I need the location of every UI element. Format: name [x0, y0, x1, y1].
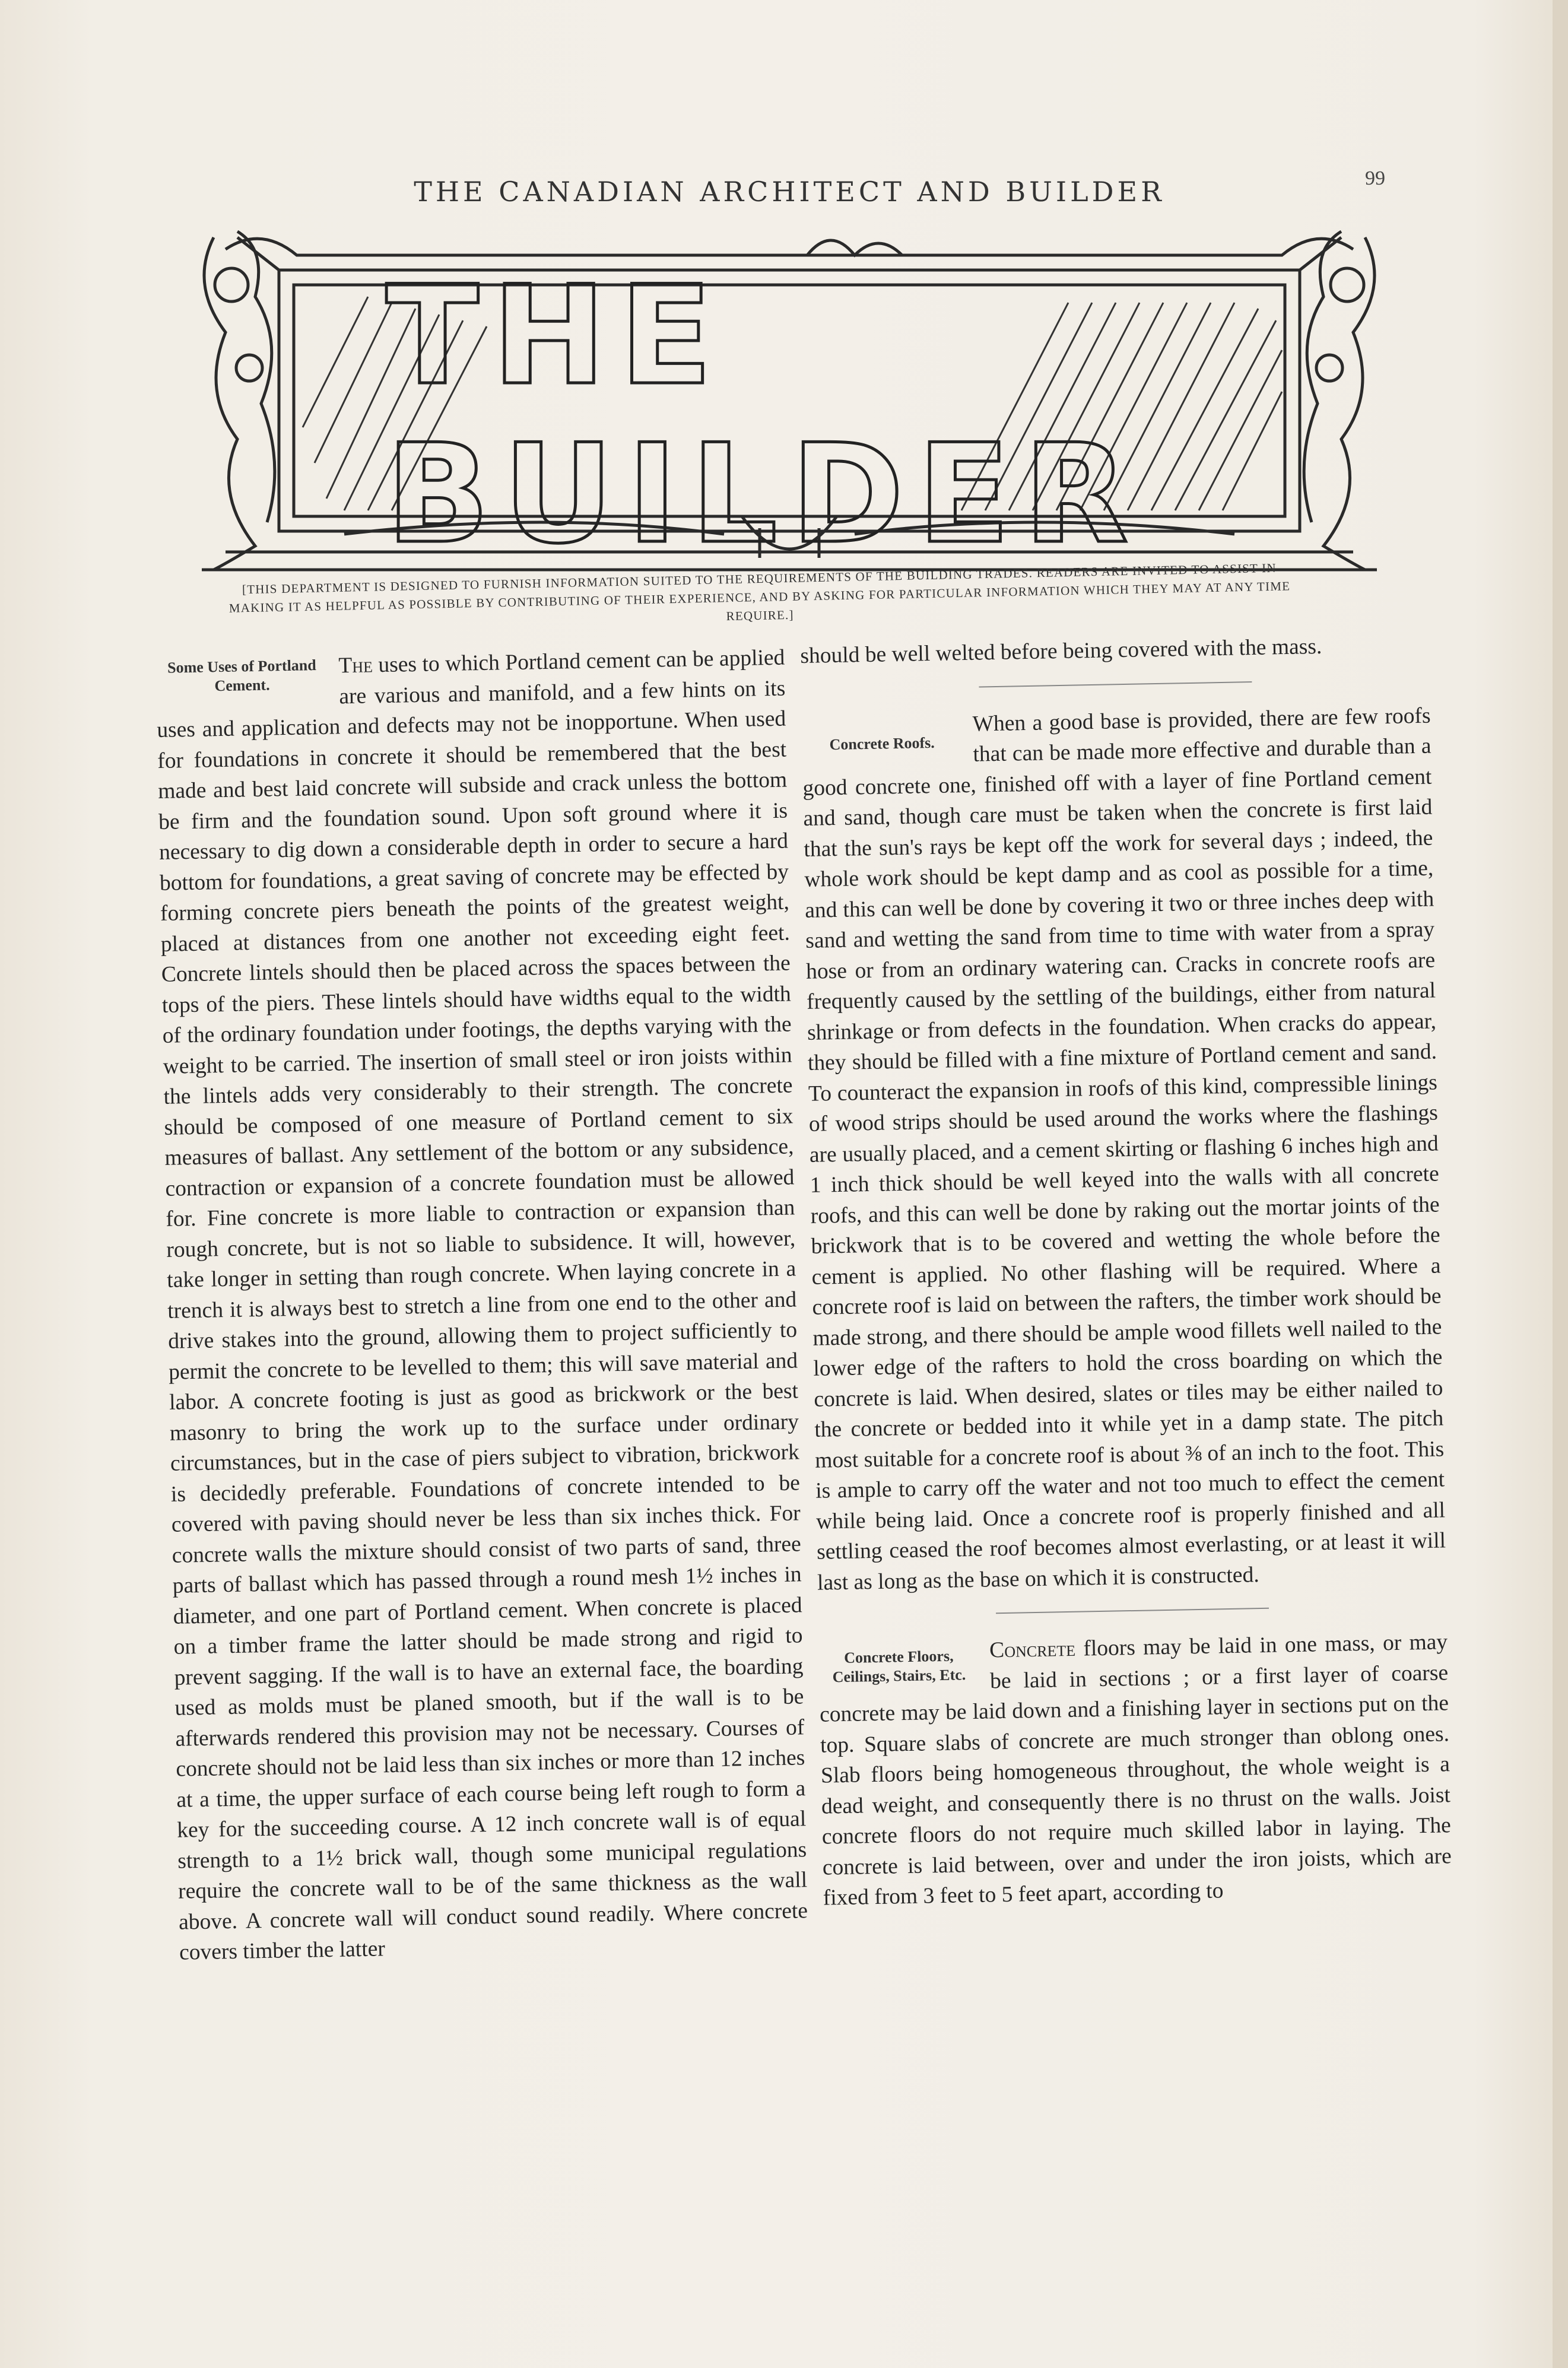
department-notice: [THIS DEPARTMENT IS DESIGNED TO FURNISH INFORMATION SUITED TO THE REQUIREMENTS OF THE BUILDING TRADES. READERS ARE INVITED TO ASSIST IN MAKING IT AS HELPFUL AS POSSIBLE BY CONTRIBUTING OF THEIR EXPERIENCE, AND BY ASKING FOR PARTICULAR INFORMATION WHICH THEY MAY AT ANY TIME REQUIRE.]	[228, 560, 1291, 624]
portland-lead-word: The	[338, 653, 373, 678]
running-head: THE CANADIAN ARCHITECT AND BUILDER	[414, 176, 1165, 208]
banner-title: THE BUILDER	[386, 257, 1142, 574]
column-right	[800, 630, 1452, 1914]
floors-lead-word: Concrete	[989, 1636, 1076, 1663]
banner-illustration	[190, 214, 1389, 593]
side-heading-roofs: Concrete Roofs.	[829, 734, 935, 753]
page-number: 99	[1365, 167, 1385, 189]
section-divider	[996, 1608, 1269, 1614]
page-edge	[1553, 0, 1568, 2368]
floors-text: floors may be laid in one mass, or may be laid in sections ; or a first layer of coarse concrete may be laid down and a finishing layer in sections put on the top. Square slabs of concrete are much stronger than oblong ones. Slab floors being homogeneous throughout, the whole weight is a dead weight, and consequently there is no thrust on the walls. Joist concrete floors do not require much skilled labor in laying. The concrete is laid between, over and under the iron joists, which are fixed from 3 feet to 5 feet apart, according to	[819, 1630, 1452, 1910]
side-heading-floors: Concrete Floors, Ceilings, Stairs, Etc.	[832, 1647, 966, 1686]
side-heading-portland: Some Uses of Portland Cement.	[167, 656, 316, 695]
portland-text: uses to which Portland cement can be applied are various and manifold, and a few hints on its uses and application and defects may not be inopportune. When used for foundations in concrete it should be remembered that the best made and best laid concrete will subside and crack unless the bottom be firm and the foundation sound. Upon soft ground where it is necessary to dig down a considerable depth in order to secure a hard bottom for foundations, a great saving of concrete may be effected by forming concrete piers beneath the points of the greatest weight, placed at distances from one another not exceeding eight feet. Concrete lintels should then be placed across the spaces between the tops of the piers. These lintels should have widths equal to the width of the ordinary foundation under footings, the depths varying with the weight to be carried. The insertion of small steel or iron joists within the lintels adds very considerably to their strength. The concrete should be composed of one measure of Portland cement to six measures of ballast. Any settlement of the bottom or any subsidence, contraction or expansion of a concrete foundation must be allowed for. Fine concrete is more liable to contraction or expansion than rough concrete, but is not so liable to subsidence. It will, however, take longer in setting than rough concrete. When laying concrete in a trench it is always best to stretch a line from one end to the other and drive stakes into the ground, allowing them to project sufficiently to permit the concrete to be levelled to them; this will save material and labor. A concrete footing is just as good as brickwork or the best masonry to bring the work up to the surface under ordinary circumstances, but in the case of piers subject to vibration, brickwork is decidedly preferable. Foundations of concrete intended to be covered with paving should never be less than six inches thick. For concrete walls the mixture should consist of two parts of sand, three parts of ballast which has passed through a round mesh 1½ inches in diameter, and one part of Portland cement. When concrete is placed on a timber frame the latter should be made strong and rigid to prevent sagging. If the wall is to have an external face, the boarding used as molds must be planed smooth, but if the wall is to be afterwards rendered this provision may not be necessary. Courses of concrete should not be laid less than six inches or more than 12 inches at a time, the upper surface of each course being left rough to form a key for the succeeding course. A 12 inch concrete wall is of equal strength to a 1½ brick wall, though some municipal regulations require the concrete wall to be of the same thickness as the wall above. A concrete wall will conduct sound readily. Where concrete covers timber the latter	[156, 645, 808, 1965]
column-left	[155, 643, 808, 1969]
portland-continuation: should be well welted before being covered with the mass.	[800, 634, 1322, 668]
roofs-paragraph: When a good base is provided, there are few roofs that can be made more effective and durable than a good concrete one, finished off with a layer of fine Portland cement and sand, though care must be taken when the concrete is first laid that the sun's rays be kept off the work for several days ; indeed, the whole work should be kept damp and as cool as possible for a time, and this can well be done by covering it two or three inches deep with sand and wetting the sand from time to time with water from a spray hose or from an ordinary watering can. Cracks in concrete roofs are frequently caused by the settling of the buildings, either from natural shrinkage or from defects in the foundation. When cracks do appear, they should be filled with a fine mixture of Portland cement and sand. To counteract the expansion in roofs of this kind, compressible linings of wood strips should be used around the works where the flashings are usually placed, and a cement skirting or flashing 6 inches high and 1 inch thick should be well keyed into the walls with all concrete roofs, and this can well be done by raking out the mortar joints of the brickwork that is to be covered and wetting the whole before the cement is applied. No other flashing will be required. Where a concrete roof is laid on between the rafters, the timber work should be made strong, and there should be ample wood fillets well nailed to the lower edge of the rafters to hold the cross boarding on which the concrete is laid. When desired, slates or tiles may be either nailed to the concrete or bedded into it while yet in a damp state. The pitch most suitable for a concrete roof is about ⅜ of an inch to the foot. This is ample to carry off the water and not too much to effect the cement while being laid. Once a concrete roof is properly finished and all settling ceased the roof becomes almost everlasting, or at least it will last as long as the base on which it is constructed.	[802, 703, 1446, 1595]
portland-paragraph	[155, 643, 808, 1969]
section-divider	[979, 681, 1252, 687]
